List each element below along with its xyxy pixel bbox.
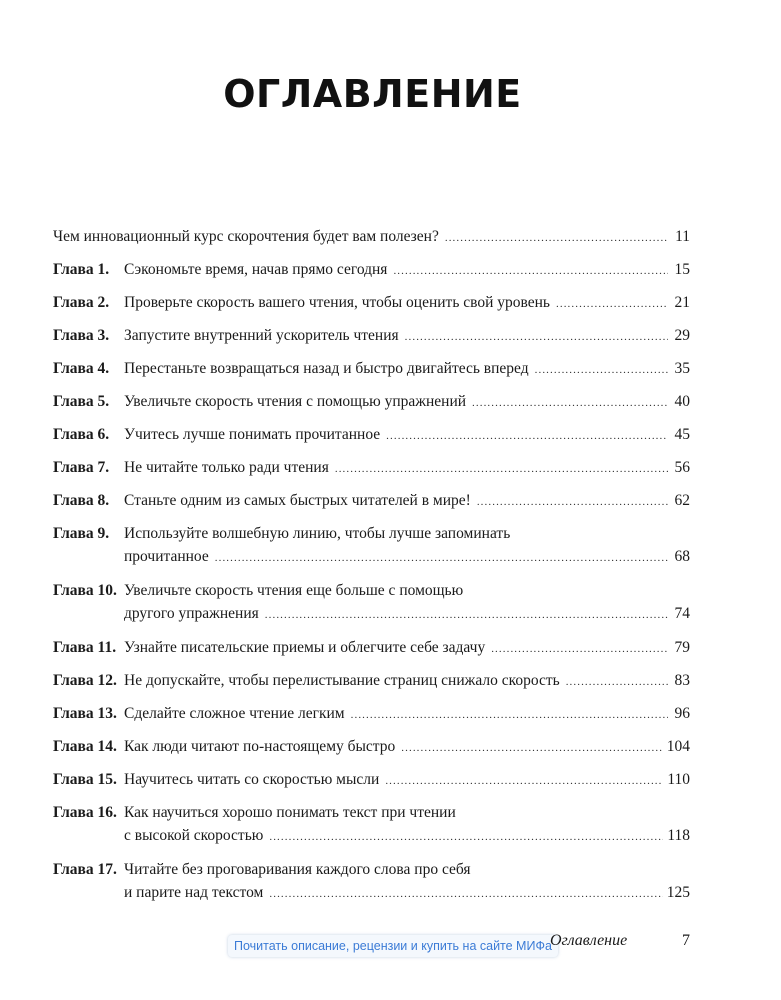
toc-page-number: 40: [674, 393, 690, 410]
toc-page-number: 110: [667, 771, 690, 788]
toc-entry-chapter-8: [53, 489, 690, 522]
leader-dots: [335, 458, 668, 481]
chapter-label: Глава 15.: [53, 771, 117, 788]
chapter-title: Станьте одним из самых быстрых читателей в мире!: [124, 492, 471, 509]
toc-page-number: 83: [674, 672, 690, 689]
toc-page-number: 45: [674, 426, 690, 443]
chapter-label: Глава 3.: [53, 327, 110, 344]
toc-page-number: 15: [674, 261, 690, 278]
chapter-label: Глава 2.: [53, 294, 110, 311]
chapter-title: Читайте без проговаривания каждого слова про себя: [124, 861, 471, 878]
chapter-title: Используйте волшебную линию, чтобы лучше запоминать: [124, 525, 511, 542]
chapter-label: Глава 8.: [53, 492, 110, 509]
chapter-title: Учитесь лучше понимать прочитанное: [124, 426, 381, 443]
chapter-title-continued: с высокой скоростью: [124, 827, 264, 844]
toc-entry-text: Чем инновационный курс скорочтения будет вам полезен?: [53, 228, 439, 245]
chapter-label: Глава 12.: [53, 672, 117, 689]
leader-dots: [405, 326, 668, 349]
leader-dots: [477, 491, 668, 514]
chapter-title: Проверьте скорость вашего чтения, чтобы оценить свой уровень: [124, 294, 550, 311]
toc-page-number: 118: [667, 827, 690, 844]
chapter-label: Глава 10.: [53, 582, 117, 599]
chapter-title: Сэкономьте время, начав прямо сегодня: [124, 261, 388, 278]
chapter-label: Глава 17.: [53, 861, 117, 878]
chapter-label: Глава 5.: [53, 393, 110, 410]
leader-dots: [269, 883, 662, 906]
chapter-title: Перестаньте возвращаться назад и быстро двигайтесь вперед: [124, 360, 529, 377]
toc-page-number: 11: [675, 228, 690, 245]
toc-entry-chapter-11: [53, 636, 690, 669]
chapter-label: Глава 9.: [53, 525, 110, 542]
toc-page-number: 29: [674, 327, 690, 344]
leader-dots: [393, 260, 668, 283]
chapter-title: Увеличьте скорость чтения с помощью упражнений: [124, 393, 467, 410]
toc-entry-chapter-12: [53, 669, 690, 702]
toc-page-number: 56: [674, 459, 690, 476]
toc-page-number: 96: [674, 705, 690, 722]
leader-dots: [556, 293, 668, 316]
toc-entry-chapter-3: [53, 324, 690, 357]
chapter-title: Как люди читают по-настоящему быстро: [124, 738, 396, 755]
chapter-label: Глава 6.: [53, 426, 110, 443]
toc-page-number: 21: [674, 294, 690, 311]
page-number: 7: [682, 932, 690, 949]
chapter-title-continued: другого упражнения: [124, 605, 259, 622]
buy-on-mif-link[interactable]: Почитать описание, рецензии и купить на сайте МИФа: [228, 935, 558, 957]
chapter-label: Глава 11.: [53, 639, 117, 656]
toc-entry-chapter-2: [53, 291, 690, 324]
chapter-label: Глава 16.: [53, 804, 117, 821]
chapter-title: Узнайте писательские приемы и облегчите себе задачу: [124, 639, 486, 656]
chapter-label: Глава 4.: [53, 360, 110, 377]
chapter-title: Не читайте только ради чтения: [124, 459, 329, 476]
leader-dots: [401, 737, 662, 760]
chapter-title-continued: и парите над текстом: [124, 884, 264, 901]
toc-page-number: 125: [666, 884, 690, 901]
chapter-title: Сделайте сложное чтение легким: [124, 705, 345, 722]
chapter-label: Глава 13.: [53, 705, 117, 722]
toc-page-number: 62: [674, 492, 690, 509]
leader-dots: [491, 638, 668, 661]
toc-entry-chapter-13: [53, 702, 690, 735]
chapter-title: Увеличьте скорость чтения еще больше с помощью: [124, 582, 464, 599]
toc-entry-chapter-15: [53, 768, 690, 801]
toc-entry-chapter-10: [53, 579, 690, 636]
leader-dots: [386, 425, 668, 448]
table-of-contents: [53, 225, 690, 915]
chapter-title: Научитесь читать со скоростью мысли: [124, 771, 380, 788]
toc-entry-chapter-1: [53, 258, 690, 291]
chapter-title-continued: прочитанное: [124, 548, 209, 565]
toc-entry-chapter-16: [53, 801, 690, 858]
toc-entry-chapter-6: [53, 423, 690, 456]
chapter-label: Глава 1.: [53, 261, 110, 278]
leader-dots: [472, 392, 668, 415]
toc-entry-chapter-5: [53, 390, 690, 423]
toc-page-number: 35: [674, 360, 690, 377]
toc-page-number: 74: [674, 605, 690, 622]
chapter-title: Запустите внутренний ускоритель чтения: [124, 327, 399, 344]
leader-dots: [269, 826, 663, 849]
page-title: ОГЛАВЛЕНИЕ: [223, 72, 522, 116]
running-footer-section: Оглавление: [550, 932, 628, 949]
leader-dots: [566, 671, 668, 694]
leader-dots: [445, 227, 668, 250]
toc-entry-intro: [53, 225, 690, 258]
toc-entry-chapter-17: [53, 858, 690, 915]
leader-dots: [265, 604, 668, 627]
leader-dots: [535, 359, 668, 382]
toc-page-number: 79: [674, 639, 690, 656]
chapter-title: Как научиться хорошо понимать текст при чтении: [124, 804, 456, 821]
chapter-label: Глава 14.: [53, 738, 117, 755]
toc-entry-chapter-4: [53, 357, 690, 390]
leader-dots: [215, 547, 668, 570]
toc-entry-chapter-7: [53, 456, 690, 489]
toc-page-number: 104: [666, 738, 690, 755]
toc-entry-chapter-9: [53, 522, 690, 579]
chapter-title: Не допускайте, чтобы перелистывание страниц снижало скорость: [124, 672, 560, 689]
leader-dots: [351, 704, 668, 727]
toc-entry-chapter-14: [53, 735, 690, 768]
toc-page-number: 68: [674, 548, 690, 565]
chapter-label: Глава 7.: [53, 459, 110, 476]
leader-dots: [385, 770, 663, 793]
